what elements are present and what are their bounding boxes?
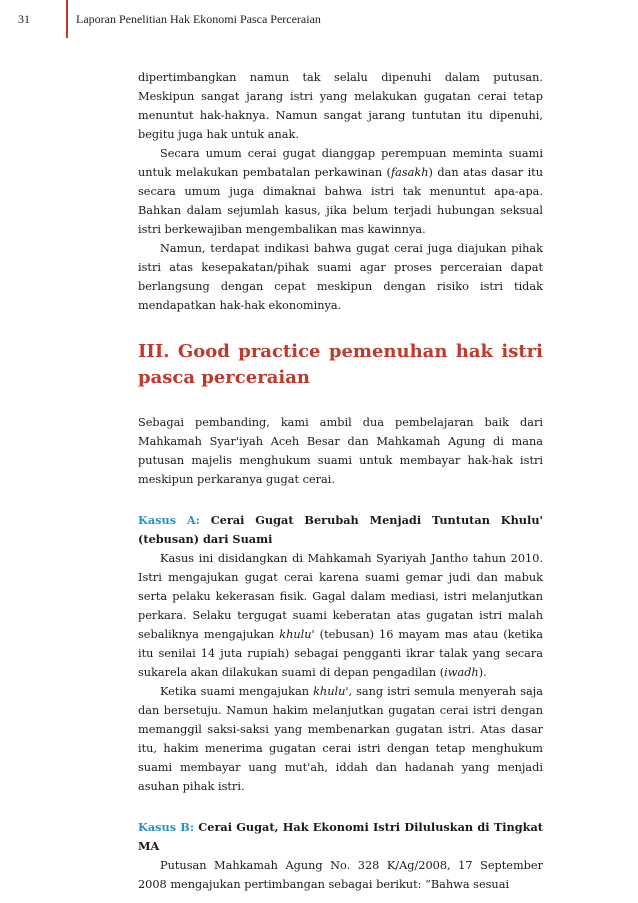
- term-fasakh: fasakh: [390, 166, 429, 179]
- case-a-label: Kasus A:: [138, 513, 200, 527]
- text-run: Secara umum cerai gugat dianggap perempuan meminta suami untuk melakukan pembatalan perkawinan (: [138, 147, 543, 179]
- text-run: ' (tebusan) 16 mayam mas atau (ketika itu senilai 14 juta rupiah) sebagai pengganti ikrar talak yang secara sukarela akan dilakukan suami di depan pengadilan (: [138, 628, 543, 679]
- case-b-paragraph-1: Putusan Mahkamah Agung No. 328 K/Ag/2008, 17 September 2008 mengajukan pertimbangan sebagai berikut: “Bahwa sesuai: [138, 859, 543, 891]
- term-khulu: khulu: [279, 628, 312, 641]
- paragraph-pembanding: Sebagai pembanding, kami ambil dua pembelajaran baik dari Mahkamah Syar'iyah Aceh Besar dan Mahkamah Agung di mana putusan majelis menghukum suami untuk membayar hak-hak istri meskipun perkaranya gugat cerai.: [138, 416, 543, 486]
- case-a-paragraph-1: [138, 549, 543, 682]
- case-b-heading: [138, 818, 543, 856]
- page-number: 31: [18, 12, 30, 26]
- case-b-label: Kasus B:: [138, 820, 195, 834]
- text-run: ).: [478, 666, 487, 679]
- paragraph-indikasi: Namun, terdapat indikasi bahwa gugat cerai juga diajukan pihak istri atas kesepakatan/pihak suami agar proses perceraian dapat berlangsung dengan cepat meskipun dengan risiko istri tidak mendapatkan hak-hak ekonominya.: [138, 242, 543, 312]
- text-run: ) dan atas dasar itu secara umum juga dimaknai bahwa istri tak menuntut apa-apa. Bahkan dalam sejumlah kasus, jika belum terjadi hubungan seksual istri berkewajiban mengembalikan mas kawinnya.: [138, 166, 543, 236]
- case-b-title: Cerai Gugat, Hak Ekonomi Istri Diluluskan di Tingkat MA: [138, 820, 543, 853]
- text-run: sang istri semula menyerah saja dan bersetuju. Namun hakim melanjutkan gugatan cerai istri dengan memanggil saksi-saksi yang membenarkan gugatan istri. Atas dasar itu, hakim menerima gugatan cerai istri dengan tetap menghukum suami membayar uang mut'ah, iddah dan hadanah yang menjadi asuhan pihak istri.: [138, 685, 543, 793]
- header-divider: [66, 0, 68, 38]
- page-content: [138, 68, 543, 894]
- paragraph-continuation: dipertimbangkan namun tak selalu dipenuhi dalam putusan. Meskipun sangat jarang istri yang melakukan gugatan cerai tetap menuntut hak-haknya. Namun sangat jarang tuntutan itu dipenuhi, begitu juga hak untuk anak.: [138, 71, 543, 141]
- case-a-title: Cerai Gugat Berubah Menjadi Tuntutan Khulu' (tebusan) dari Suami: [138, 513, 543, 546]
- paragraph-cerai-gugat: [138, 144, 543, 239]
- case-a-heading: [138, 511, 543, 549]
- term-iwadh: iwadh: [444, 666, 479, 679]
- term-khulu: khulu',: [313, 685, 353, 698]
- page-header: [0, 0, 638, 40]
- running-title: Laporan Penelitian Hak Ekonomi Pasca Perceraian: [76, 12, 321, 26]
- section-heading: III. Good practice pemenuhan hak istri pasca perceraian: [138, 341, 543, 388]
- text-run: Ketika suami mengajukan: [160, 685, 314, 698]
- text-run: Kasus ini disidangkan di Mahkamah Syariyah Jantho tahun 2010. Istri mengajukan gugat cerai karena suami gemar judi dan mabuk serta pelaku kekerasan fisik. Gagal dalam mediasi, istri melanjutkan perkara. Selaku tergugat suami keberatan atas gugatan istri malah sebaliknya mengajukan: [138, 552, 543, 641]
- case-a-paragraph-2: [138, 682, 543, 796]
